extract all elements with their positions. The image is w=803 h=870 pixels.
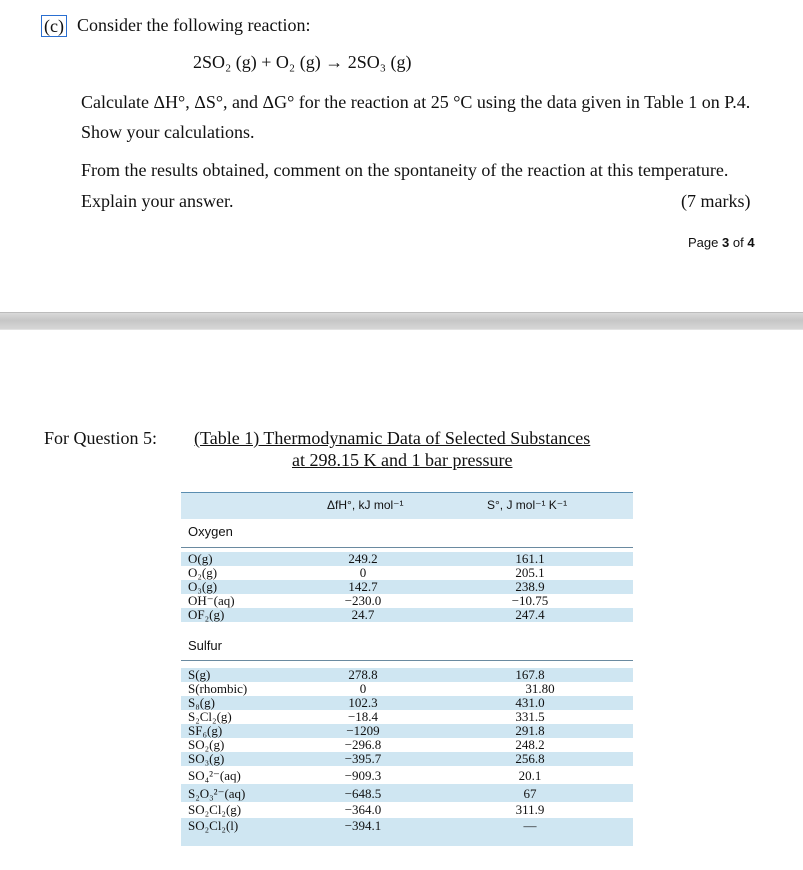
substance-cell: SO₂Cl₂(g) xyxy=(188,802,242,817)
enthalpy-cell: 24.7 xyxy=(351,607,375,622)
enthalpy-cell: −909.3 xyxy=(344,768,382,783)
enthalpy-cell: −648.5 xyxy=(344,786,382,801)
instruction-line-1: Calculate ΔH°, ΔS°, and ΔG° for the reaction at 25 °C using the data given in Table 1 on P.4. xyxy=(81,92,751,112)
thermo-data-table xyxy=(181,492,633,846)
substance-cell: OH⁻(aq) xyxy=(188,593,235,608)
enthalpy-cell: 0 xyxy=(359,681,367,696)
enthalpy-cell: −395.7 xyxy=(344,751,382,766)
entropy-cell: 291.8 xyxy=(515,723,545,738)
page-number: 3 xyxy=(722,235,730,250)
entropy-cell: 205.1 xyxy=(515,565,545,580)
entropy-cell: 256.8 xyxy=(515,751,545,766)
for-question-label: For Question 5: xyxy=(44,428,158,448)
substance-cell: SO₃(g) xyxy=(188,751,225,766)
entropy-cell: — xyxy=(523,818,537,833)
substance-cell: SO₂Cl₂(l) xyxy=(188,818,239,833)
marks: (7 marks) xyxy=(681,191,751,211)
enthalpy-cell: 249.2 xyxy=(348,551,378,566)
substance-cell: S(g) xyxy=(188,667,211,682)
page-total: 4 xyxy=(747,235,755,250)
enthalpy-cell: 102.3 xyxy=(348,695,378,710)
enthalpy-cell: −18.4 xyxy=(347,709,379,724)
entropy-cell: 20.1 xyxy=(518,768,542,783)
group-divider xyxy=(181,547,633,548)
enthalpy-cell: −394.1 xyxy=(344,818,382,833)
instruction-line-3: From the results obtained, comment on the spontaneity of the reaction at this temperature. xyxy=(81,160,729,180)
question-label: (c) xyxy=(41,15,67,37)
group-label-oxygen: Oxygen xyxy=(188,524,233,539)
entropy-cell: 431.0 xyxy=(515,695,545,710)
substance-cell: O₃(g) xyxy=(188,579,218,594)
column-header-enthalpy: ΔfH°, kJ mol⁻¹ xyxy=(327,498,404,512)
substance-cell: S(rhombic) xyxy=(188,681,248,696)
entropy-cell: 67 xyxy=(523,786,537,801)
entropy-cell: 331.5 xyxy=(515,709,545,724)
enthalpy-cell: 0 xyxy=(359,565,367,580)
substance-cell: SO₄²⁻(aq) xyxy=(188,768,241,783)
substance-cell: S₂O₃²⁻(aq) xyxy=(188,786,246,801)
group-label-sulfur: Sulfur xyxy=(188,638,222,653)
group-divider xyxy=(181,660,633,661)
table-title-line-1: (Table 1) Thermodynamic Data of Selected Substances xyxy=(194,428,591,448)
entropy-cell: 31.80 xyxy=(525,681,555,696)
table-title-line-2: at 298.15 K and 1 bar pressure xyxy=(292,450,513,470)
enthalpy-cell: 142.7 xyxy=(348,579,378,594)
substance-cell: O(g) xyxy=(188,551,213,566)
page-word: Page xyxy=(688,235,719,250)
substance-cell: O₂(g) xyxy=(188,565,218,580)
question-prompt: Consider the following reaction: xyxy=(77,15,311,35)
page-divider xyxy=(0,312,803,330)
reaction-equation: 2SO₂ (g) + O₂ (g) → 2SO₃ (g) xyxy=(193,52,412,72)
entropy-cell: 247.4 xyxy=(515,607,545,622)
enthalpy-cell: −230.0 xyxy=(344,593,382,608)
of-word: of xyxy=(732,235,744,250)
enthalpy-cell: −364.0 xyxy=(344,802,382,817)
enthalpy-cell: −1209 xyxy=(346,723,380,738)
substance-cell: S₂Cl₂(g) xyxy=(188,709,232,724)
enthalpy-cell: −296.8 xyxy=(344,737,382,752)
instruction-line-4: Explain your answer. xyxy=(81,191,234,211)
entropy-cell: −10.75 xyxy=(511,593,549,608)
entropy-cell: 161.1 xyxy=(515,551,545,566)
column-header-entropy: S°, J mol⁻¹ K⁻¹ xyxy=(487,498,568,512)
entropy-cell: 167.8 xyxy=(515,667,545,682)
instruction-line-2: Show your calculations. xyxy=(81,122,255,142)
entropy-cell: 238.9 xyxy=(515,579,545,594)
substance-cell: S₈(g) xyxy=(188,695,215,710)
substance-cell: OF₂(g) xyxy=(188,607,225,622)
enthalpy-cell: 278.8 xyxy=(348,667,378,682)
substance-cell: SO₂(g) xyxy=(188,737,225,752)
entropy-cell: 311.9 xyxy=(515,802,545,817)
entropy-cell: 248.2 xyxy=(515,737,545,752)
page-footer xyxy=(688,235,755,250)
substance-cell: SF₆(g) xyxy=(188,723,223,738)
